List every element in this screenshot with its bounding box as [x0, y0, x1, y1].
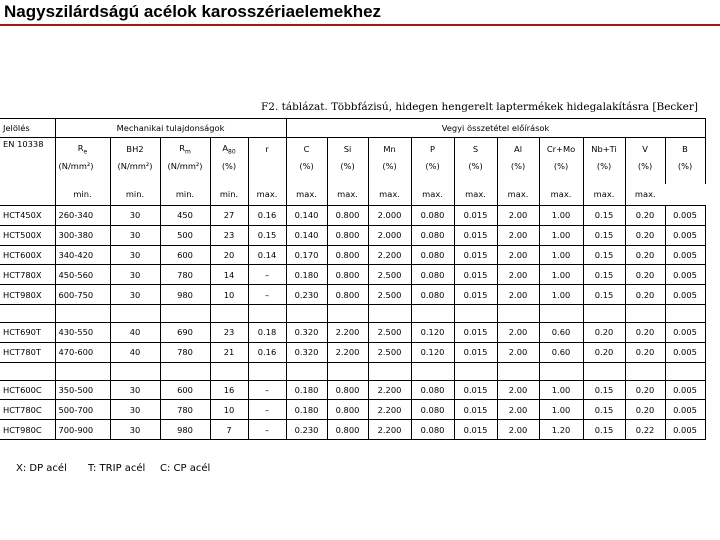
table-cell: 2.00: [497, 400, 539, 420]
group-spacer: [368, 304, 411, 322]
table-cell: 16: [210, 380, 248, 400]
column-header: [55, 138, 110, 161]
table-cell: 2.500: [368, 322, 411, 342]
group-spacer: [368, 362, 411, 380]
table-cell: 0.16: [248, 206, 286, 226]
table-cell: 1.00: [539, 206, 583, 226]
table-cell: 700-900: [55, 420, 110, 440]
column-symbol: A: [222, 142, 229, 153]
column-unit: (%): [625, 161, 665, 184]
steel-grade: HCT500X: [0, 225, 55, 245]
group-spacer: [110, 362, 160, 380]
group-spacer: [286, 304, 327, 322]
table-cell: 0.15: [248, 225, 286, 245]
table-cell: 0.080: [411, 265, 454, 285]
table-cell: 0.800: [327, 380, 368, 400]
table-cell: 0.20: [625, 245, 665, 265]
table-cell: 23: [210, 322, 248, 342]
table-cell: 0.320: [286, 342, 327, 362]
table-cell: 0.080: [411, 245, 454, 265]
table-cell: 2.200: [368, 245, 411, 265]
column-header: Nb+Ti: [583, 138, 625, 161]
group-spacer: [497, 304, 539, 322]
steel-grade: HCT600C: [0, 380, 55, 400]
table-cell: 10: [210, 400, 248, 420]
column-unit: (%): [368, 161, 411, 184]
table-cell: 0.180: [286, 400, 327, 420]
table-cell: 450-560: [55, 265, 110, 285]
table-cell: 23: [210, 225, 248, 245]
table-cell: 0.015: [454, 342, 497, 362]
column-limit: max.: [539, 184, 583, 206]
column-unit: (%): [210, 161, 248, 184]
steel-grade: HCT980C: [0, 420, 55, 440]
column-header: V: [625, 138, 665, 161]
column-limit: max.: [327, 184, 368, 206]
table-cell: 0.230: [286, 285, 327, 305]
group-spacer: [583, 362, 625, 380]
table-cell: 0.20: [583, 322, 625, 342]
table-cell: 0.080: [411, 400, 454, 420]
table-cell: 0.16: [248, 342, 286, 362]
table-cell: 600: [160, 380, 210, 400]
table-cell: 1.00: [539, 265, 583, 285]
table-cell: 2.00: [497, 245, 539, 265]
table-cell: 30: [110, 380, 160, 400]
group-spacer: [625, 304, 665, 322]
group-spacer: [665, 362, 705, 380]
group-spacer: [55, 362, 110, 380]
table-cell: 980: [160, 285, 210, 305]
column-header: S: [454, 138, 497, 161]
steel-grade: HCT980X: [0, 285, 55, 305]
table-cell: 500: [160, 225, 210, 245]
table-cell: 0.015: [454, 225, 497, 245]
table-cell: 0.15: [583, 206, 625, 226]
column-unit: (%): [583, 161, 625, 184]
table-cell: 0.800: [327, 400, 368, 420]
table-cell: 2.200: [368, 420, 411, 440]
column-header: r: [248, 138, 286, 161]
table-cell: 2.00: [497, 225, 539, 245]
table-cell: 2.500: [368, 285, 411, 305]
table-cell: 1.00: [539, 380, 583, 400]
table-cell: 2.00: [497, 322, 539, 342]
table-cell: –: [248, 265, 286, 285]
table-cell: –: [248, 285, 286, 305]
table-cell: 0.800: [327, 285, 368, 305]
table-cell: 470-600: [55, 342, 110, 362]
table-cell: 0.005: [665, 225, 705, 245]
column-limit: max.: [454, 184, 497, 206]
table-cell: 0.005: [665, 342, 705, 362]
table-cell: 2.200: [327, 342, 368, 362]
table-cell: 0.120: [411, 322, 454, 342]
table-cell: 0.15: [583, 245, 625, 265]
column-header: P: [411, 138, 454, 161]
table-cell: 30: [110, 225, 160, 245]
table-cell: 30: [110, 400, 160, 420]
group-spacer: [0, 304, 55, 322]
table-cell: 0.15: [583, 285, 625, 305]
table-cell: 0.080: [411, 225, 454, 245]
table-cell: 0.015: [454, 265, 497, 285]
table-cell: 0.60: [539, 342, 583, 362]
table-cell: 21: [210, 342, 248, 362]
table-cell: 0.15: [583, 400, 625, 420]
steel-grade: HCT780X: [0, 265, 55, 285]
table-cell: 2.00: [497, 265, 539, 285]
table-cell: 0.140: [286, 206, 327, 226]
column-unit: (%): [539, 161, 583, 184]
column-header: Al: [497, 138, 539, 161]
table-cell: 0.015: [454, 322, 497, 342]
column-limit: max.: [583, 184, 625, 206]
table-cell: 0.20: [625, 342, 665, 362]
column-limit: max.: [368, 184, 411, 206]
group-spacer: [327, 304, 368, 322]
column-limit: max.: [248, 184, 286, 206]
table-cell: 2.00: [497, 342, 539, 362]
group-spacer: [55, 304, 110, 322]
steel-properties-table: [0, 118, 706, 440]
table-cell: 690: [160, 322, 210, 342]
group-spacer: [411, 304, 454, 322]
table-cell: –: [248, 400, 286, 420]
table-cell: 0.015: [454, 400, 497, 420]
group-spacer: [160, 304, 210, 322]
column-header: BH2: [110, 138, 160, 161]
table-cell: 0.800: [327, 265, 368, 285]
table-cell: 600-750: [55, 285, 110, 305]
table-cell: 430-550: [55, 322, 110, 342]
table-cell: 0.080: [411, 206, 454, 226]
steel-grade: HCT780T: [0, 342, 55, 362]
group-spacer: [248, 362, 286, 380]
table-cell: 0.005: [665, 322, 705, 342]
table-cell: 30: [110, 265, 160, 285]
column-limit: min.: [55, 184, 110, 206]
table-cell: 27: [210, 206, 248, 226]
table-cell: 260-340: [55, 206, 110, 226]
column-limit: min.: [110, 184, 160, 206]
group-spacer: [210, 304, 248, 322]
table-cell: 0.22: [625, 420, 665, 440]
group-spacer: [0, 362, 55, 380]
table-cell: 0.20: [625, 225, 665, 245]
column-header: C: [286, 138, 327, 161]
table-cell: 0.015: [454, 420, 497, 440]
column-limit: max.: [286, 184, 327, 206]
table-caption: F2. táblázat. Többfázisú, hidegen hengerelt laptermékek hidegalakításra [Becker]: [261, 101, 698, 113]
table-cell: 0.015: [454, 206, 497, 226]
group-spacer: [497, 362, 539, 380]
table-cell: 0.800: [327, 245, 368, 265]
table-cell: 30: [110, 206, 160, 226]
table-cell: 0.20: [625, 206, 665, 226]
column-unit: [248, 161, 286, 184]
column-header: Si: [327, 138, 368, 161]
table-cell: 2.000: [368, 225, 411, 245]
column-unit: (%): [327, 161, 368, 184]
table-cell: 0.015: [454, 285, 497, 305]
column-unit: (N/mm²): [55, 161, 110, 184]
table-cell: 1.00: [539, 245, 583, 265]
column-limit: [0, 184, 55, 206]
table-cell: 2.00: [497, 380, 539, 400]
table-cell: 7: [210, 420, 248, 440]
table-cell: 1.00: [539, 285, 583, 305]
column-header: B: [665, 138, 705, 161]
steel-grade: HCT690T: [0, 322, 55, 342]
column-limit: max.: [411, 184, 454, 206]
table-cell: 0.015: [454, 380, 497, 400]
table-cell: 0.800: [327, 206, 368, 226]
header-en-standard: EN 10338: [0, 138, 55, 184]
table-cell: 500-700: [55, 400, 110, 420]
table-cell: 0.230: [286, 420, 327, 440]
table-cell: 2.00: [497, 285, 539, 305]
table-cell: 0.005: [665, 380, 705, 400]
table-cell: 0.005: [665, 265, 705, 285]
column-unit: (%): [497, 161, 539, 184]
table-cell: 20: [210, 245, 248, 265]
column-limit: min.: [210, 184, 248, 206]
table-cell: 300-380: [55, 225, 110, 245]
table-cell: 0.20: [625, 265, 665, 285]
table-cell: 30: [110, 245, 160, 265]
table-cell: 1.00: [539, 225, 583, 245]
table-cell: 0.140: [286, 225, 327, 245]
table-cell: 0.15: [583, 265, 625, 285]
column-subscript: m: [184, 148, 191, 156]
group-spacer: [286, 362, 327, 380]
column-header: [160, 138, 210, 161]
table-cell: 450: [160, 206, 210, 226]
column-header: Cr+Mo: [539, 138, 583, 161]
column-limit: min.: [160, 184, 210, 206]
table-cell: 0.20: [625, 285, 665, 305]
table-cell: –: [248, 420, 286, 440]
steel-grade: HCT780C: [0, 400, 55, 420]
table-cell: 0.20: [625, 380, 665, 400]
table-cell: 2.200: [327, 322, 368, 342]
legend-trip: T: TRIP acél: [88, 463, 146, 474]
table-cell: 0.18: [248, 322, 286, 342]
group-spacer: [411, 362, 454, 380]
group-spacer: [454, 362, 497, 380]
table-cell: 0.080: [411, 420, 454, 440]
table-cell: 0.20: [625, 400, 665, 420]
table-cell: 0.080: [411, 285, 454, 305]
group-spacer: [454, 304, 497, 322]
group-spacer: [327, 362, 368, 380]
table-cell: 0.60: [539, 322, 583, 342]
group-spacer: [110, 304, 160, 322]
table-cell: 600: [160, 245, 210, 265]
table-cell: 0.14: [248, 245, 286, 265]
column-limit: max.: [625, 184, 665, 206]
table-cell: 0.120: [411, 342, 454, 362]
header-chemical: Vegyi összetétel előírások: [286, 119, 705, 138]
column-symbol: R: [179, 142, 185, 153]
column-unit: (N/mm²): [110, 161, 160, 184]
table-cell: 0.15: [583, 225, 625, 245]
table-cell: –: [248, 380, 286, 400]
table-cell: 14: [210, 265, 248, 285]
table-cell: 30: [110, 420, 160, 440]
column-unit: (%): [454, 161, 497, 184]
table-cell: 980: [160, 420, 210, 440]
group-spacer: [665, 304, 705, 322]
table-cell: 0.005: [665, 400, 705, 420]
group-spacer: [625, 362, 665, 380]
column-subscript: 80: [228, 148, 236, 156]
header-mechanical: Mechanikai tulajdonságok: [55, 119, 286, 138]
table-cell: 1.20: [539, 420, 583, 440]
column-unit: (%): [665, 161, 705, 184]
table-cell: 0.005: [665, 206, 705, 226]
table-cell: 0.170: [286, 245, 327, 265]
table-cell: 0.20: [583, 342, 625, 362]
table-cell: 780: [160, 265, 210, 285]
table-cell: 10: [210, 285, 248, 305]
group-spacer: [583, 304, 625, 322]
table-cell: 0.005: [665, 245, 705, 265]
table-cell: 2.00: [497, 420, 539, 440]
table-cell: 0.800: [327, 225, 368, 245]
column-limit: max.: [497, 184, 539, 206]
column-unit: (N/mm²): [160, 161, 210, 184]
group-spacer: [539, 304, 583, 322]
page-title: Nagyszilárdságú acélok karosszériaelemekhez: [4, 2, 382, 21]
table-cell: 780: [160, 342, 210, 362]
table-cell: 30: [110, 285, 160, 305]
column-unit: (%): [411, 161, 454, 184]
title-divider: [0, 24, 720, 26]
header-jeloles: Jelölés: [0, 119, 55, 138]
column-header: Mn: [368, 138, 411, 161]
group-spacer: [210, 362, 248, 380]
table-cell: 0.015: [454, 245, 497, 265]
table-cell: 0.180: [286, 265, 327, 285]
table-cell: 0.005: [665, 420, 705, 440]
table-cell: 350-500: [55, 380, 110, 400]
column-subscript: e: [83, 148, 88, 156]
table-cell: 0.005: [665, 285, 705, 305]
steel-grade: HCT600X: [0, 245, 55, 265]
table-cell: 2.00: [497, 206, 539, 226]
table-cell: 1.00: [539, 400, 583, 420]
table-cell: 0.20: [625, 322, 665, 342]
legend-cp: C: CP acél: [160, 463, 211, 474]
table-cell: 40: [110, 342, 160, 362]
table-cell: 2.000: [368, 206, 411, 226]
steel-grade: HCT450X: [0, 206, 55, 226]
group-spacer: [539, 362, 583, 380]
legend-dp: X: DP acél: [16, 463, 67, 474]
table-cell: 340-420: [55, 245, 110, 265]
table-cell: 2.500: [368, 265, 411, 285]
column-unit: (%): [286, 161, 327, 184]
table-cell: 0.180: [286, 380, 327, 400]
table-cell: 0.15: [583, 420, 625, 440]
table-cell: 2.200: [368, 380, 411, 400]
column-symbol: R: [77, 142, 84, 153]
table-cell: 0.320: [286, 322, 327, 342]
column-header: [210, 138, 248, 161]
table-cell: 0.080: [411, 380, 454, 400]
group-spacer: [248, 304, 286, 322]
table-cell: 780: [160, 400, 210, 420]
table-cell: 2.500: [368, 342, 411, 362]
table-cell: 0.800: [327, 420, 368, 440]
group-spacer: [160, 362, 210, 380]
table-cell: 2.200: [368, 400, 411, 420]
table-cell: 40: [110, 322, 160, 342]
table-cell: 0.15: [583, 380, 625, 400]
